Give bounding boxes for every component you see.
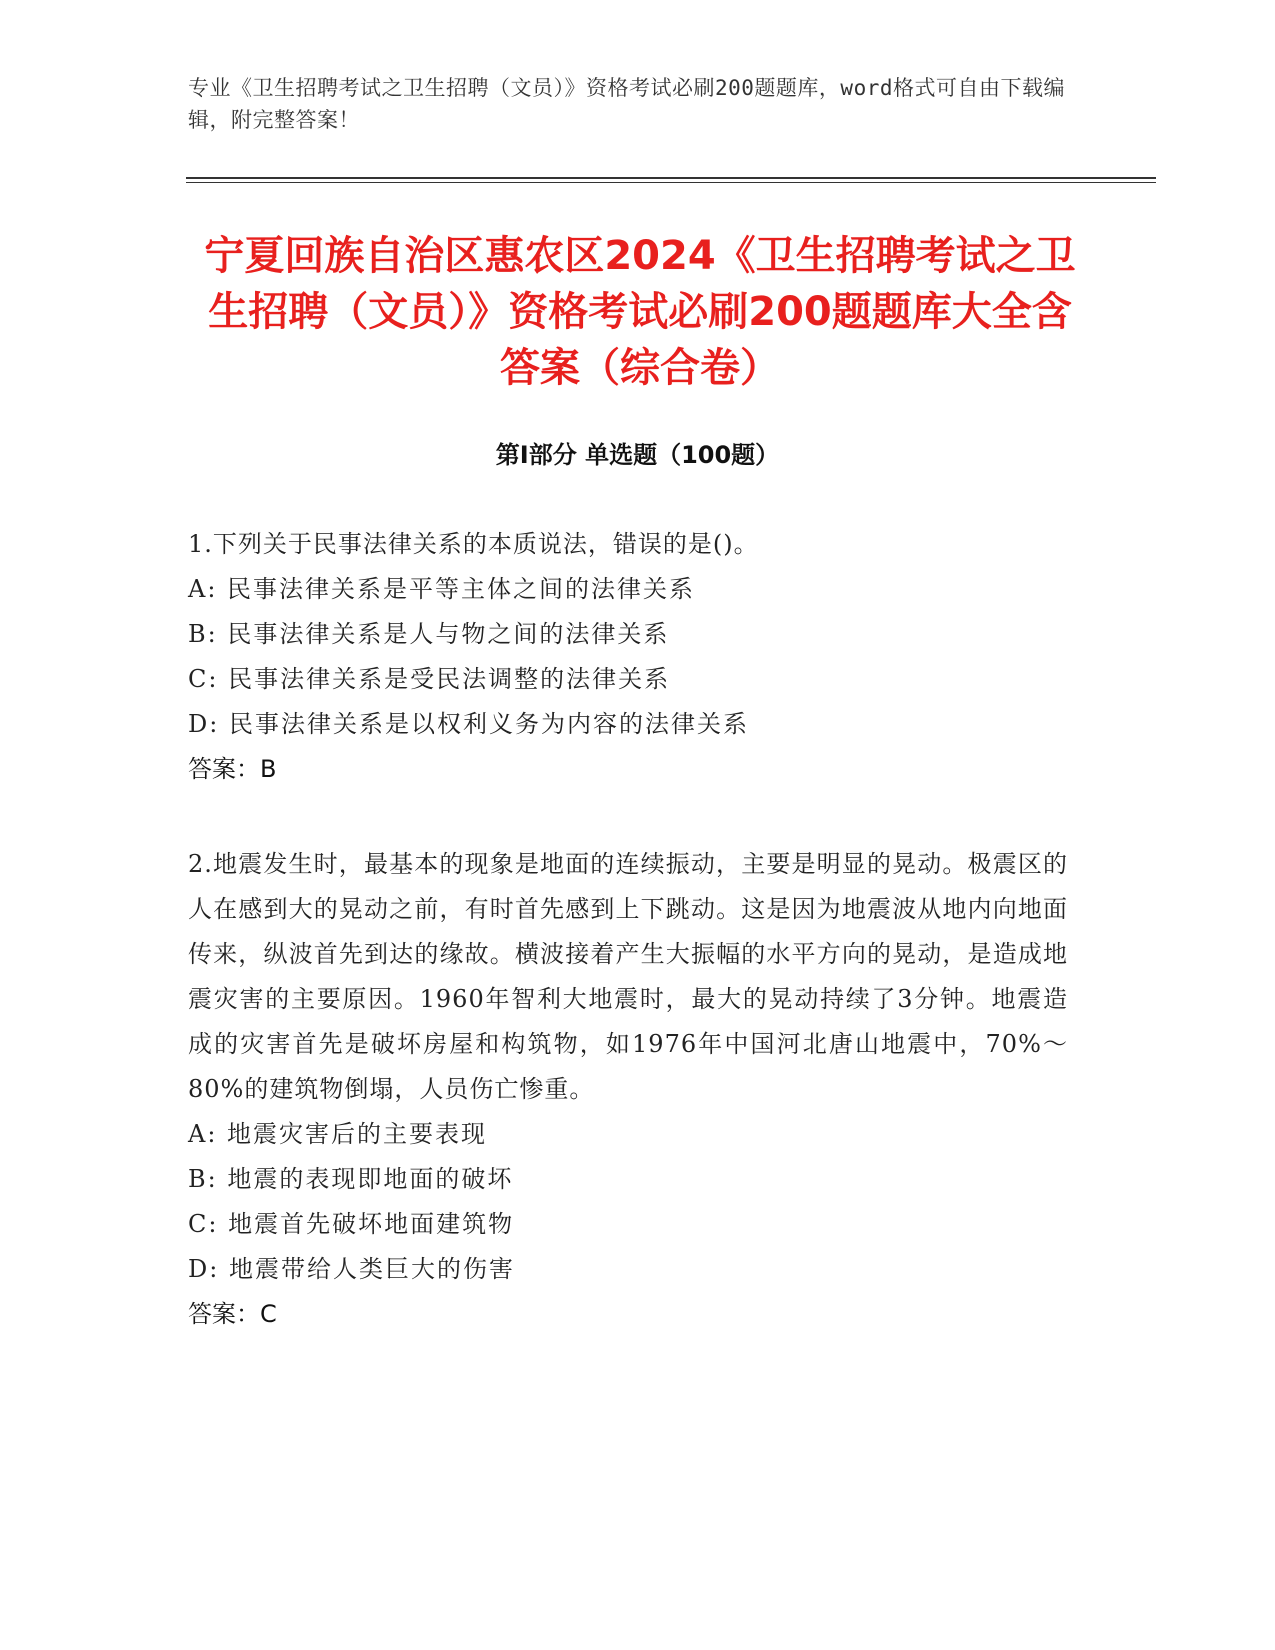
option-a: A: 地震灾害后的主要表现 (188, 1120, 488, 1148)
question-1 (188, 522, 1068, 792)
option-c: C: 民事法律关系是受民法调整的法律关系 (188, 665, 671, 693)
header-note: 专业《卫生招聘考试之卫生招聘（文员）》资格考试必刷200题题库，word格式可自由下载编辑，附完整答案！ (188, 76, 1065, 132)
header-divider-thin (186, 182, 1156, 183)
question-2 (188, 842, 1068, 1337)
question-stem: 1.下列关于民事法律关系的本质说法，错误的是()。 (188, 530, 759, 558)
option-d: D: 民事法律关系是以权利义务为内容的法律关系 (188, 710, 749, 738)
option-d: D: 地震带给人类巨大的伤害 (188, 1255, 515, 1283)
option-a: A: 民事法律关系是平等主体之间的法律关系 (188, 575, 696, 603)
option-b: B: 地震的表现即地面的破坏 (188, 1165, 514, 1193)
answer-label: 答案：C (188, 1300, 277, 1328)
option-c: C: 地震首先破坏地面建筑物 (188, 1210, 515, 1238)
document-title: 宁夏回族自治区惠农区2024《卫生招聘考试之卫生招聘（文员）》资格考试必刷200题题库大全含答案（综合卷） (204, 233, 1076, 391)
answer-label: 答案：B (188, 755, 277, 783)
question-stem: 2.地震发生时，最基本的现象是地面的连续振动，主要是明显的晃动。极震区的人在感到大的晃动之前，有时首先感到上下跳动。这是因为地震波从地内向地面传来，纵波首先到达的缘故。横波接着产生大振幅的水平方向的晃动，是造成地震灾害的主要原因。1960年智利大地震时，最大的晃动持续了3分钟。地震造成的灾害首先是破坏房屋和构筑物，如1976年中国河北唐山地震中，70%～80%的建筑物倒塌，人员伤亡惨重。 (188, 850, 1068, 1103)
header-divider-thick (186, 177, 1156, 179)
section-title: 第Ⅰ部分 单选题（100题） (495, 441, 780, 469)
option-b: B: 民事法律关系是人与物之间的法律关系 (188, 620, 670, 648)
